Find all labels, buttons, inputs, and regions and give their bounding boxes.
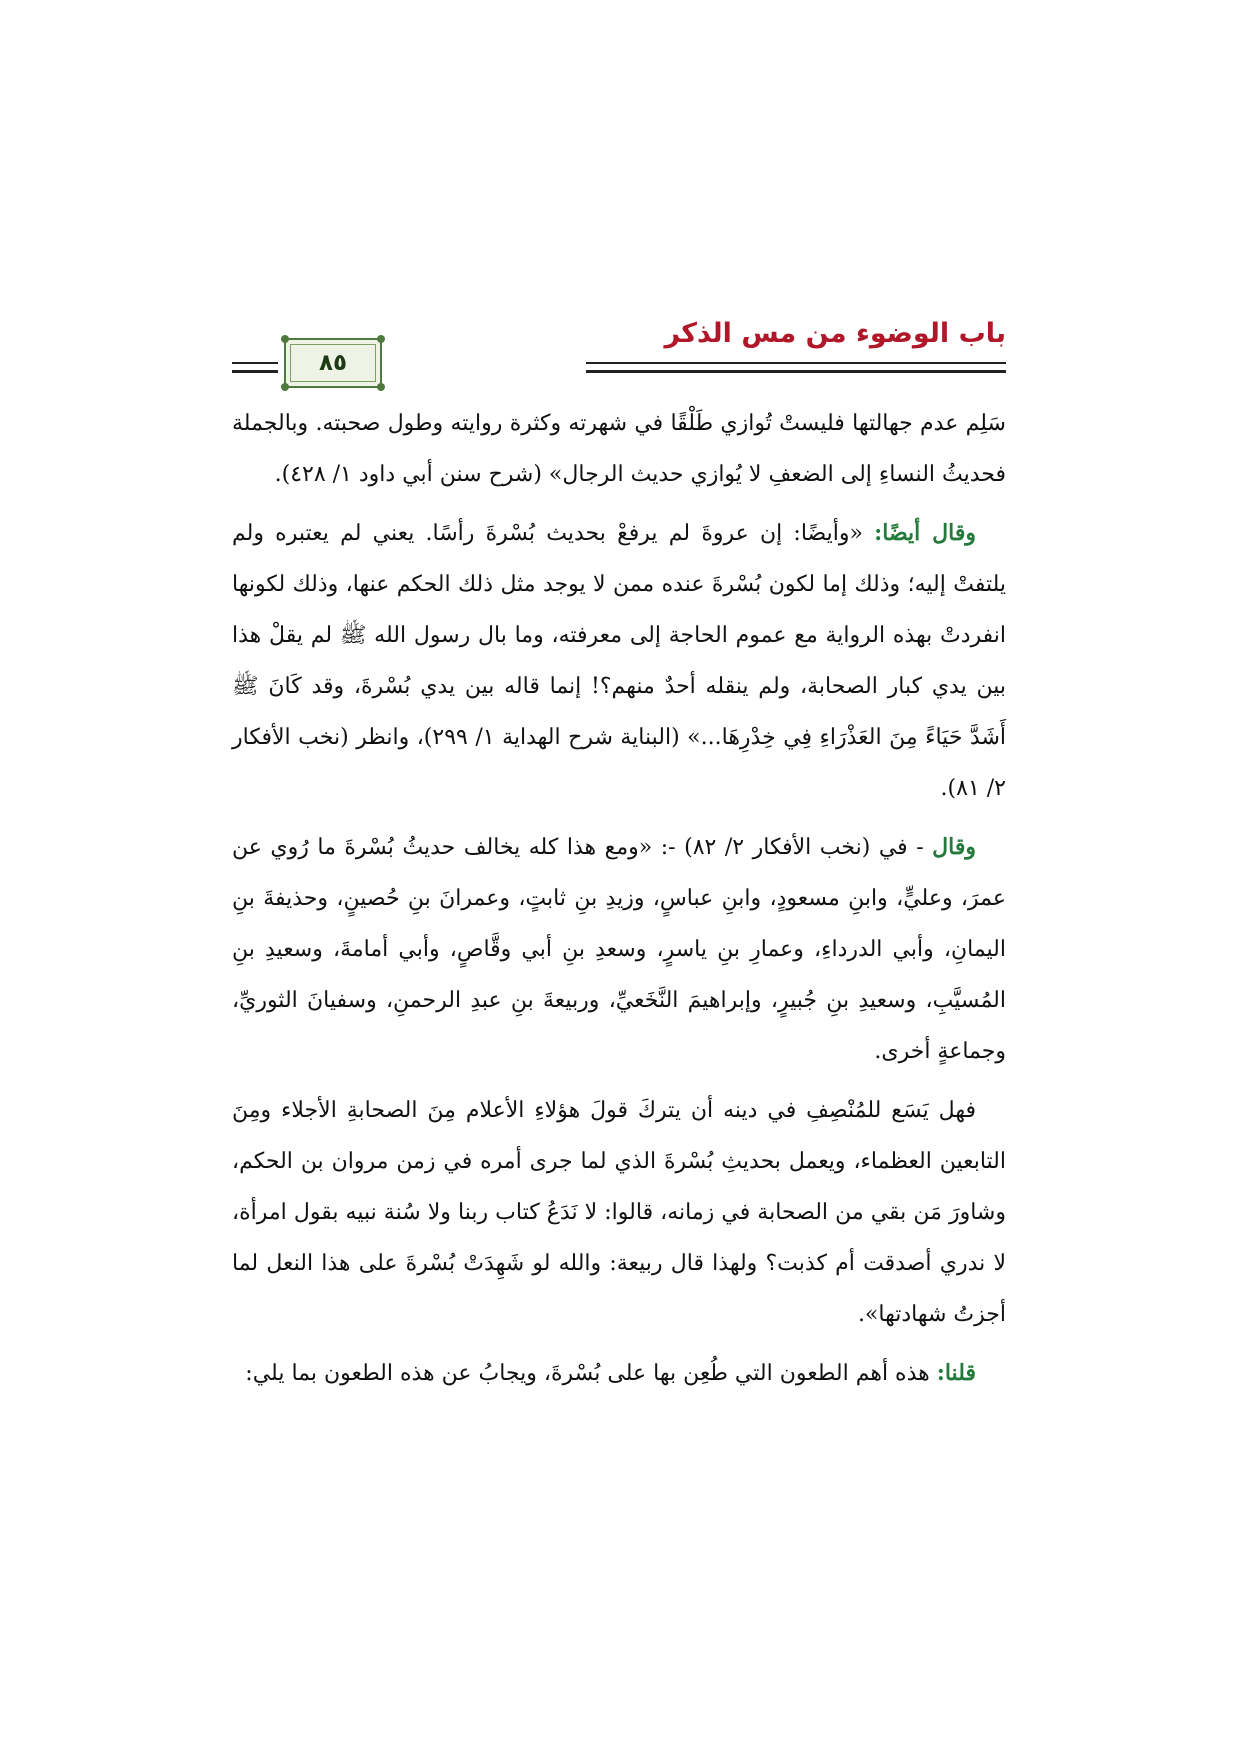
header-rule — [586, 370, 1006, 373]
paragraph — [232, 508, 1006, 814]
paragraph-text: فهل يَسَع للمُنْصِفِ في دينه أن يتركَ قولَ هؤلاءِ الأعلام مِنَ الصحابةِ الأجلاء ومِنَ التابعين العظماء، ويعمل بحديثِ بُسْرةَ الذي لما جرى أمره في زمن مروان بن الحكم، وشاورَ مَن بقي من الصحابة في زمانه، قالوا: لا نَدَعُ كتاب ربنا ولا سُنة نبيه بقول امرأة، لا ندري أصدقت أم كذبت؟ ولهذا قال ربيعة: والله لو شَهِدَتْ بُسْرةَ على هذا النعل لما أجزتُ شهادتها». — [232, 1098, 1006, 1327]
paragraph-lead: وقال أيضًا: — [874, 520, 976, 546]
paragraph-text: - في (نخب الأفكار ٢/ ٨٢) -: «ومع هذا كله يخالف حديثُ بُسْرةَ ما رُوي عن عمرَ، وعليٍّ، وابنِ مسعودٍ، وابنِ عباسٍ، وزيدِ بنِ ثابتٍ، وعمرانَ بنِ حُصينٍ، وحذيفةَ بنِ اليمانِ، وأبي الدرداءِ، وعمارِ بنِ ياسرٍ، وسعدِ بنِ أبي وقَّاصٍ، وأبي أمامةَ، وسعيدِ بنِ المُسيَّبِ، وسعيدِ بنِ جُبيرٍ، وإبراهيمَ النَّخَعيِّ، وربيعةَ بنِ عبدِ الرحمنِ، وسفيانَ الثوريِّ، وجماعةٍ أخرى. — [232, 835, 1006, 1064]
chapter-title: باب الوضوء من مس الذكر — [664, 318, 1006, 349]
page-header — [232, 316, 1006, 386]
ornament-icon — [377, 383, 385, 391]
paragraph-text: «وأيضًا: إن عروةَ لم يرفعْ بحديث بُسْرةَ رأسًا. يعني لم يعتبره ولم يلتفتْ إليه؛ وذلك إما لكون بُسْرةَ عنده ممن لا يوجد مثل ذلك الحكم عنها، وذلك لكونها انفردتْ بهذه الرواية مع عموم الحاجة إلى معرفته، وما بال رسول الله ﷺ لم يقلْ هذا بين يدي كبار الصحابة، ولم ينقله أحدٌ منهم؟! إنما قاله بين يدي بُسْرةَ، وقد كَانَ ﷺ أَشَدَّ حَيَاءً مِنَ العَذْرَاءِ فِي خِدْرِهَا...» (البناية شرح الهداية ١/ ٢٩٩)، وانظر (نخب الأفكار ٢/ ٨١). — [232, 521, 1007, 801]
page-number-frame — [284, 338, 382, 388]
paragraph — [232, 1348, 1006, 1399]
header-rule — [232, 362, 278, 364]
paragraph-lead: وقال — [932, 834, 976, 860]
ornament-icon — [281, 335, 289, 343]
paragraph-text: هذه أهم الطعون التي طُعِن بها على بُسْرةَ، ويجابُ عن هذه الطعون بما يلي: — [245, 1361, 937, 1386]
paragraph — [232, 1085, 1006, 1340]
paragraph-text: سَلِم عدم جهالتها فليستْ تُوازي طَلْقًا في شهرته وكثرة روايته وطول صحبته. وبالجملة فحديثُ النساءِ إلى الضعفِ لا يُوازي حديث الرجال» (شرح سنن أبي داود ١/ ٤٢٨). — [232, 411, 1006, 487]
ornament-icon — [377, 335, 385, 343]
paragraph — [232, 398, 1006, 500]
ornament-icon — [281, 383, 289, 391]
page-number: ٨٥ — [318, 350, 348, 376]
header-rule — [232, 370, 278, 373]
header-rule — [586, 362, 1006, 364]
body-text — [232, 398, 1006, 1407]
paragraph — [232, 822, 1006, 1077]
paragraph-lead: قلنا: — [936, 1360, 976, 1386]
